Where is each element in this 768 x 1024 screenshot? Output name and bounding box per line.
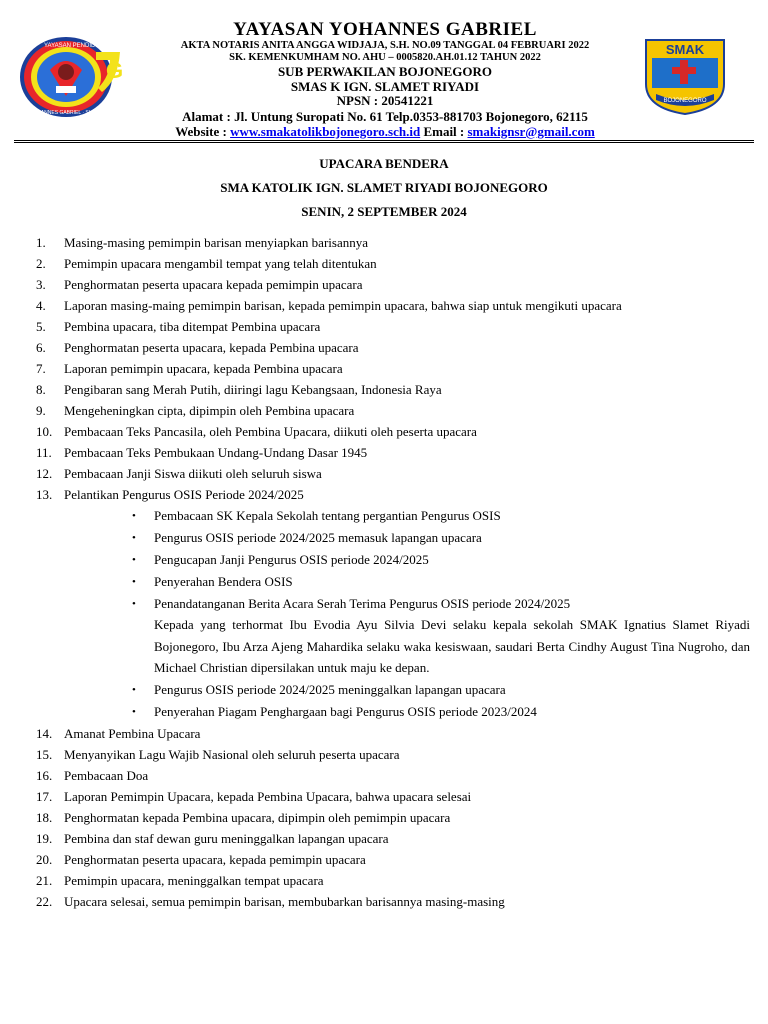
item-text: Laporan Pemimpin Upacara, kepada Pembina Upacara, bahwa upacara selesai [64,788,472,804]
list-item [36,400,752,421]
list-item [36,316,752,337]
smak-logo-city: BOJONEGORO [663,98,707,104]
item-number: 16. [36,767,53,783]
list-item [36,295,752,316]
bullet-icon: • [132,554,136,566]
bullet-icon: • [132,705,136,718]
website-label: Website : [175,123,231,139]
item-text: Laporan masing-maing pemimpin barisan, kepada pemimpin upacara, bahwa siap untuk mengikuti upacara [64,298,622,313]
logo-top-text: YAYASAN PENDIDIKAN [44,43,110,49]
item-text: Pemimpin upacara, meninggalkan tempat upacara [64,872,324,888]
item-text: Amanat Pembina Upacara [64,725,201,741]
letterhead [0,0,768,150]
sub-item-text: Penyerahan Piagam Penghargaan bagi Pengurus OSIS periode 2023/2024 [154,703,537,719]
npsn: NPSN : 20541221 [336,93,434,108]
item-number: 7. [36,361,46,376]
bullet-icon: • [132,510,136,522]
sub-list-item [36,527,752,549]
item-text: Pelantikan Pengurus OSIS Periode 2024/2025 [64,487,304,502]
sub-item-text: Penyerahan Bendera OSIS [154,574,293,589]
list-item [36,484,752,505]
item-text: Pembacaan Teks Pembukaan Undang-Undang Dasar 1945 [64,445,368,460]
list-item [36,786,752,807]
list-item [36,232,752,253]
item-number: 21. [36,872,53,888]
item-number: 13. [36,487,53,502]
sub-list-item [36,679,752,701]
bullet-icon: • [132,532,136,544]
document-title [0,156,768,228]
list-item [36,358,752,379]
logo-bottom-text: YOHANNES GABRIEL · SURABAYA [30,110,112,116]
item-number: 11. [36,445,52,460]
item-number: 9. [36,403,46,418]
sub-item-text: Pengurus OSIS periode 2024/2025 memasuk lapangan upacara [154,530,482,545]
item-number: 3. [36,277,46,292]
item-text: Laporan pemimpin upacara, kepada Pembina upacara [64,361,343,376]
item-number: 6. [36,340,46,355]
item-text: Masing-masing pemimpin barisan menyiapkan barisannya [64,235,368,250]
logo-letter: G [106,58,124,83]
sub-list-item [36,505,752,527]
email-label: Email : [420,123,468,139]
sk-kemenkumham: SK. KEMENKUMHAM NO. AHU – 0005820.AH.01.12 TAHUN 2022 [229,52,541,63]
yayasan-logo [10,30,130,120]
item-text: Penghormatan peserta upacara, kepada Pembina upacara [64,340,359,355]
list-item [36,421,752,442]
school-name: SMAS K IGN. SLAMET RIYADI [290,78,480,94]
header-divider [14,140,754,143]
item-number: 5. [36,319,46,334]
title-line-3: SENIN, 2 SEPTEMBER 2024 [301,204,467,219]
notary-deed: AKTA NOTARIS ANITA ANGGA WIDJAJA, S.H. NO.09 TANGGAL 04 FEBRUARI 2022 [180,40,590,51]
item-text: Mengeheningkan cipta, dipimpin oleh Pembina upacara [64,403,355,418]
item-number: 19. [36,830,53,846]
sub-item-text: Penandatanganan Berita Acara Serah Terima Pengurus OSIS periode 2024/2025 [154,596,571,611]
item-text: Upacara selesai, semua pemimpin barisan, membubarkan barisannya masing-masing [64,893,505,909]
sub-list-item [36,571,752,593]
title-line-1: UPACARA BENDERA [319,156,449,171]
item-text: Penghormatan kepada Pembina upacara, dipimpin oleh pemimpin upacara [64,809,451,825]
item-text: Pembacaan Doa [64,767,149,783]
sub-item-text: Pembacaan SK Kepala Sekolah tentang pergantian Pengurus OSIS [154,508,501,523]
sub-item-text: Pengucapan Janji Pengurus OSIS periode 2024/2025 [154,552,429,567]
website-link[interactable]: www.smakatolikbojonegoro.sch.id [230,123,421,139]
item-text: Pembacaan Janji Siswa diikuti oleh seluruh siswa [64,466,322,481]
bullet-icon: • [132,576,136,588]
item-number: 1. [36,235,46,250]
item-text: Pembacaan Teks Pancasila, oleh Pembina Upacara, diikuti oleh peserta upacara [64,424,477,439]
invitation-paragraph: Kepada yang terhormat Ibu Evodia Ayu Silvia Devi selaku kepala sekolah SMAK Ignatius Slamet Riyadi Bojonegoro, Ibu Arza Ajeng Mahardika selaku waka kesiswaan, saudari Berta Cindhy August Tina Nugroho, dan Michael Christian dipersilakan untuk maju ke depan. [154,617,750,675]
item-number: 15. [36,746,53,762]
sub-branch: SUB PERWAKILAN BOJONEGORO [277,64,493,79]
ceremony-agenda-list [36,232,752,912]
sub-list-item [36,593,752,615]
item-text: Pemimpin upacara mengambil tempat yang telah ditentukan [64,256,377,271]
list-item [36,765,752,786]
sub-item-text: Pengurus OSIS periode 2024/2025 meninggalkan lapangan upacara [154,681,506,697]
item-text: Menyanyikan Lagu Wajib Nasional oleh seluruh peserta upacara [64,746,400,762]
contact-line [130,125,640,140]
item-number: 22. [36,893,53,909]
item-number: 17. [36,788,53,804]
list-item [36,891,752,912]
list-item [36,379,752,400]
list-item [36,870,752,891]
bullet-icon: • [132,683,136,696]
list-item [36,723,752,744]
list-item [36,253,752,274]
item-number: 14. [36,725,53,741]
item-number: 20. [36,851,53,867]
title-line-2: SMA KATOLIK IGN. SLAMET RIYADI BOJONEGORO [220,180,548,195]
org-name: YAYASAN YOHANNES GABRIEL [233,19,537,40]
list-item [36,274,752,295]
list-item [36,807,752,828]
item-number: 10. [36,424,53,439]
smak-logo [640,34,730,116]
address: Alamat : Jl. Untung Suropati No. 61 Telp.0353-881703 Bojonegoro, 62115 [182,108,588,124]
list-item [36,463,752,484]
item-text: Penghormatan peserta upacara, kepada pemimpin upacara [64,851,366,867]
bullet-icon: • [132,598,136,610]
item-text: Pembina dan staf dewan guru meninggalkan lapangan upacara [64,830,389,846]
item-text: Pembina upacara, tiba ditempat Pembina upacara [64,319,321,334]
list-item [36,828,752,849]
sub-list-item [36,701,752,723]
list-item [36,337,752,358]
item-number: 4. [36,298,46,313]
email-link[interactable]: smakignsr@gmail.com [467,123,595,139]
sub-list-item [36,549,752,571]
item-text: Penghormatan peserta upacara kepada pemimpin upacara [64,277,363,292]
smak-logo-text: SMAK [665,42,705,57]
item-number: 2. [36,256,46,271]
list-item [36,849,752,870]
item-number: 8. [36,382,46,397]
item-number: 18. [36,809,53,825]
list-item [36,744,752,765]
list-item [36,442,752,463]
item-text: Pengibaran sang Merah Putih, diiringi lagu Kebangsaan, Indonesia Raya [64,382,442,397]
item-number: 12. [36,466,53,481]
